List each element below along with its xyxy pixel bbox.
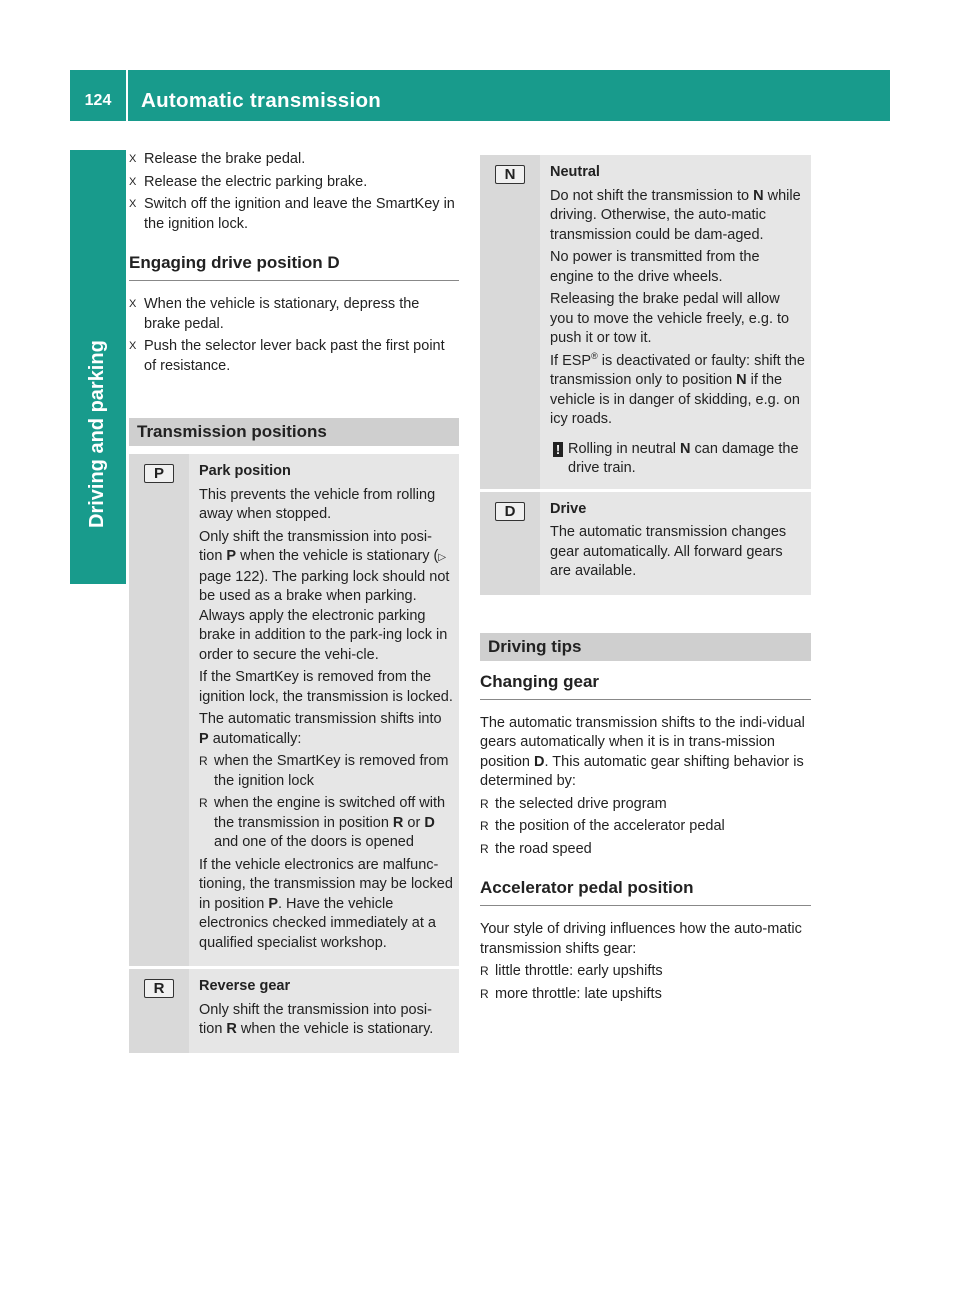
- drive-key-icon: D: [495, 502, 525, 521]
- step-marker-icon: X: [129, 340, 137, 352]
- list-item: R when the engine is switched off with the transmission in position R or D and one of the doors is opened: [199, 795, 446, 850]
- step-marker-icon: X: [129, 175, 137, 188]
- neutral-key-icon: N: [495, 165, 525, 184]
- list-item: R the position of the accelerator pedal: [480, 817, 811, 837]
- table-row: [480, 489, 811, 595]
- driving-tips-bar: Driving tips: [480, 633, 811, 661]
- list-item: R the selected drive program: [480, 795, 811, 815]
- page-title: Automatic transmission: [141, 89, 382, 112]
- step-marker-icon: X: [129, 298, 137, 310]
- drive-description: [540, 489, 811, 595]
- neutral-text: Releasing the brake pedal will allow you to move the vehicle freely, e.g. to push it or tow it.: [550, 291, 790, 346]
- list-item: R the road speed: [480, 840, 811, 860]
- list-item: R little throttle: early upshifts: [480, 962, 811, 982]
- warning-note: ! Rolling in neutral N can damage the drive train.: [550, 440, 805, 479]
- list-marker-icon: R: [480, 819, 489, 833]
- list-item: R more throttle: late upshifts: [480, 985, 811, 1005]
- right-column: [480, 155, 811, 1007]
- park-text: This prevents the vehicle from rolling away when stopped.: [199, 486, 436, 522]
- neutral-text: Do not shift the transmission to N while driving. Otherwise, the auto-matic transmission could be dam-aged.: [550, 187, 801, 243]
- page-ref-arrow-icon: ▷: [438, 552, 447, 563]
- list-marker-icon: R: [480, 841, 489, 856]
- neutral-text: No power is transmitted from the engine to the drive wheels.: [550, 249, 760, 285]
- positions-table-continued: [480, 155, 811, 595]
- key-cell: [480, 155, 540, 489]
- reverse-description: [189, 966, 459, 1053]
- header-divider: [126, 70, 128, 121]
- reverse-title: Reverse gear: [199, 978, 291, 994]
- reverse-text: Only shift the transmission into posi-tion R when the vehicle is stationary.: [199, 1001, 434, 1037]
- page-number: 124: [84, 92, 112, 109]
- step-item: X Release the electric parking brake.: [129, 173, 459, 193]
- park-key-icon: P: [144, 464, 174, 483]
- park-text: If the vehicle electronics are malfunc-tioning, the transmission may be locked in position P. Have the vehicle electronics checked immediately at a qualified specialist workshop.: [199, 856, 453, 951]
- page-header: [70, 70, 890, 121]
- transmission-positions-bar: Transmission positions: [129, 418, 459, 446]
- list-marker-icon: R: [199, 796, 208, 810]
- table-row: [480, 155, 811, 489]
- list-marker-icon: R: [480, 986, 489, 1001]
- neutral-title: Neutral: [550, 164, 600, 180]
- key-cell: [129, 966, 189, 1053]
- park-title: Park position: [199, 463, 291, 479]
- list-marker-icon: R: [480, 964, 489, 978]
- key-cell: [480, 489, 540, 595]
- list-marker-icon: R: [480, 796, 489, 811]
- step-item: X When the vehicle is stationary, depress the brake pedal.: [129, 296, 420, 332]
- changing-gear-text: The automatic transmission shifts to the indi-vidual gears automatically when it is in trans-mission position D. This automatic gear shifting behavior is determined by:: [480, 714, 805, 789]
- list-item: R when the SmartKey is removed from the ignition lock: [199, 753, 449, 789]
- table-row: [129, 966, 459, 1053]
- changing-gear-heading: Changing gear: [480, 671, 811, 700]
- step-marker-icon: X: [129, 153, 137, 165]
- reverse-key-icon: R: [144, 979, 174, 998]
- side-tab-text: Driving and parking: [86, 340, 108, 528]
- step-item: X Release the brake pedal.: [129, 150, 459, 170]
- table-row: [129, 454, 459, 966]
- accelerator-text: Your style of driving influences how the auto-matic transmission shifts gear:: [480, 921, 802, 957]
- engaging-drive-heading: Engaging drive position D: [129, 252, 459, 281]
- park-text: Only shift the transmission into posi-tion P when the vehicle is stationary (▷ page 122). The parking lock should not be used as a brake when parking. Always apply the electronic parking brake in addition to the park-ing lock in order to secure the vehi-cle.: [199, 528, 450, 663]
- drive-text: The automatic transmission changes gear automatically. All forward gears are available.: [550, 524, 787, 579]
- warning-icon: !: [553, 442, 563, 457]
- key-cell: [129, 454, 189, 966]
- park-text: If the SmartKey is removed from the ignition lock, the transmission is locked.: [199, 669, 453, 705]
- left-column: [129, 150, 459, 1053]
- park-description: [189, 454, 459, 966]
- step-item: X Switch off the ignition and leave the SmartKey in the ignition lock.: [129, 196, 455, 232]
- neutral-description: [540, 155, 811, 489]
- accelerator-heading: Accelerator pedal position: [480, 877, 811, 906]
- drive-title: Drive: [550, 500, 587, 517]
- positions-table: [129, 454, 459, 1053]
- list-marker-icon: R: [199, 754, 208, 768]
- step-item: X Push the selector lever back past the first point of resistance.: [129, 338, 445, 374]
- step-marker-icon: X: [129, 198, 137, 210]
- neutral-text: If ESP® is deactivated or faulty: shift the transmission only to position N if the vehicle is in danger of skidding, e.g. on icy roads.: [550, 350, 805, 427]
- park-text: The automatic transmission shifts into P automatically:: [199, 711, 442, 747]
